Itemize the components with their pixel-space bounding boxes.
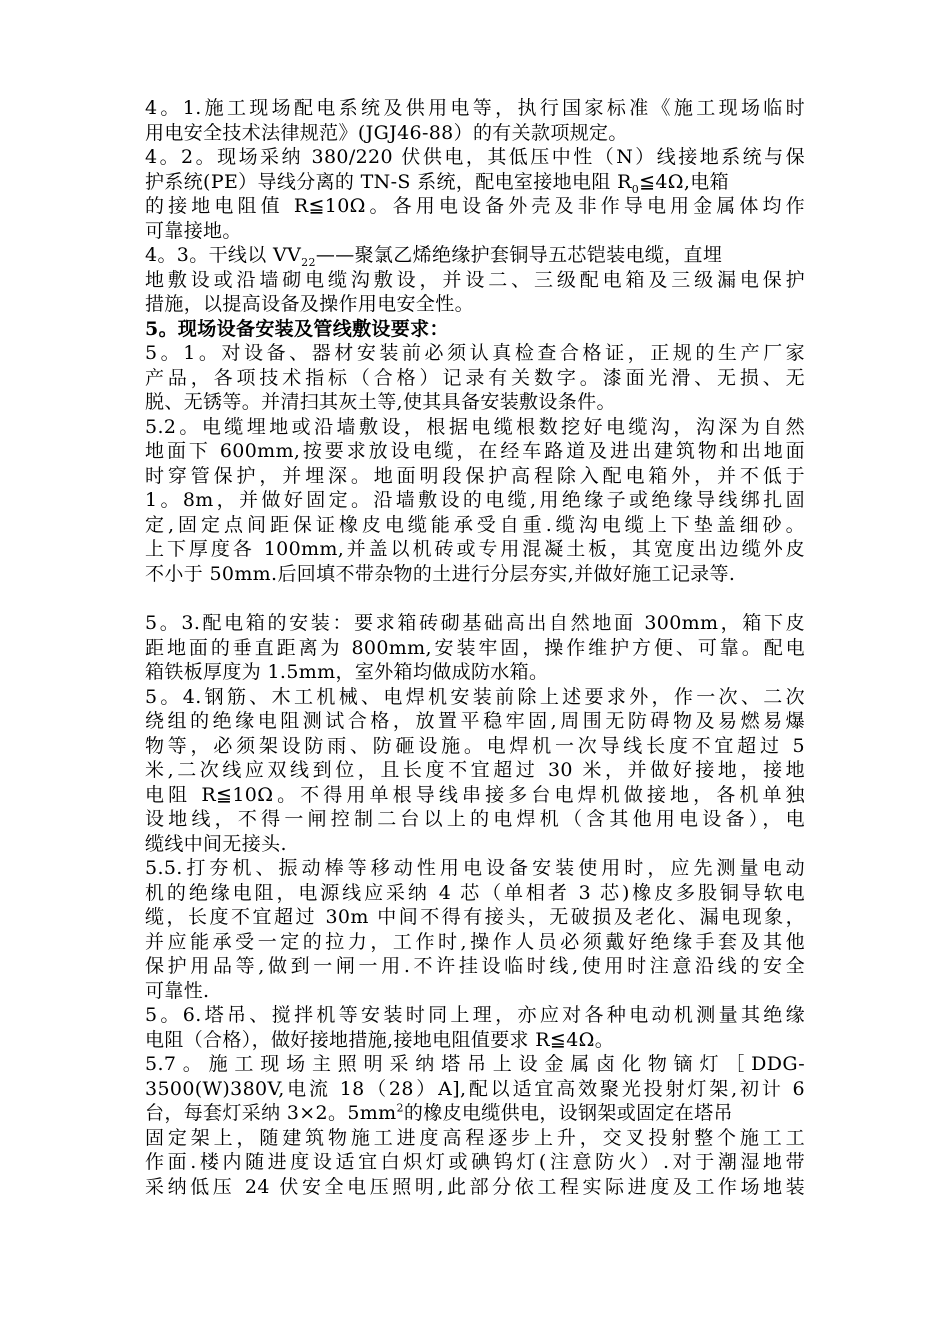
paragraph-4-3 [145, 243, 805, 317]
paragraph-5-7 [145, 1052, 805, 1199]
text-fragment: ≦4Ω,电箱 [639, 170, 729, 193]
text-line: 固定架上，随建筑物施工进度高程逐步上升，交叉投射整个施工工 [145, 1126, 805, 1149]
text-line: 电阻（合格），做好接地措施,接地电阻值要求 R≦4Ω。 [145, 1028, 615, 1051]
paragraph-4-1 [145, 96, 805, 145]
text-line: 上下厚度各 100mm,并盖以机砖或专用混凝土板，其宽度出边缆外皮 [145, 538, 805, 560]
text-line: 缆线中间无接头. [145, 832, 287, 855]
text-line: 物等，必须架设防雨、防砸设施。电焊机一次导线长度不宜超过 5 [145, 734, 805, 757]
text-line: 脱、无锈等。并清扫其灰土等,使其具备安装敷设条件。 [145, 391, 616, 413]
text-line: 电阻 R≦10Ω。不得用单根导线串接多台电焊机做接地，各机单独 [145, 783, 805, 806]
text-line: 3500(W)380V,电流 18（28）A],配以适宜高效聚光投射灯架,初计 6 [145, 1077, 805, 1100]
text-line: 时穿管保护，并埋深。地面明段保护高程除入配电箱外，并不低于 [145, 464, 805, 487]
text-line: 米,二次线应双线到位，且长度不宜超过 30 米，并做好接地，接地 [145, 759, 805, 781]
subscript: 0 [631, 182, 640, 194]
text-line: 的接地电阻值 R≦10Ω。各用电设备外壳及非作导电用金属体均作 [145, 195, 805, 217]
superscript: 2 [396, 1101, 404, 1115]
text-line: 设地线，不得一闸控制二台以上的电焊机（含其他用电设备），电 [145, 808, 805, 830]
text-line: 措施，以提高设备及操作用电安全性。 [145, 293, 474, 315]
text-line: 采纳低压 24 伏安全电压照明,此部分依工程实际进度及工作场地装 [145, 1175, 805, 1198]
paragraph-gap [145, 586, 805, 611]
text-line: 1。8m，并做好固定。沿墙敷设的电缆,用绝缘子或绝缘导线绑扎固 [145, 489, 805, 511]
text-line: 并应能承受一定的拉力，工作时,操作人员必须戴好绝缘手套及其他 [145, 930, 805, 953]
text-line: 作面.楼内随进度设适宜白炽灯或碘钨灯(注意防火）.对于潮湿地带 [145, 1151, 805, 1173]
text-line: 可靠接地。 [145, 219, 242, 242]
paragraph-5-2 [145, 415, 805, 587]
text-line: 5.7。施工现场主照明采纳塔吊上设金属卤化物镝灯［DDG- [145, 1053, 805, 1075]
text-line: 机的绝缘电阻，电源线应采纳 4 芯（单相者 3 芯)橡皮多股铜导软电 [145, 881, 805, 904]
paragraph-5-4 [145, 685, 805, 857]
text-line: 4。2。现场采纳 380/220 伏供电，其低压中性（N）线接地系统与保 [145, 146, 805, 168]
subscript: 22 [301, 255, 316, 268]
text-fragment: 4。3。干线以 VV [145, 244, 302, 266]
text-fragment: ——聚氯乙烯绝缘护套铜导五芯铠装电缆，直埋 [315, 244, 723, 266]
section-heading: 5。现场设备安装及管线敷设要求： [145, 317, 449, 340]
text-fragment: 护系统(PE）导线分离的 TN-S 系统，配电室接地电阻 R [145, 170, 632, 193]
text-line: 缆，长度不宜超过 30m 中间不得有接头，无破损及老化、漏电现象， [145, 906, 805, 928]
text-line: 产品，各项技术指标（合格）记录有关数字。漆面光滑、无损、无 [145, 366, 805, 389]
document-page [145, 96, 805, 1199]
text-line [145, 243, 805, 268]
text-line: 不小于 50mm.后回填不带杂物的土进行分层夯实,并做好施工记录等. [145, 562, 736, 585]
text-line: 距地面的垂直距离为 800mm,安装牢固，操作维护方便、可靠。配电 [145, 636, 805, 659]
text-line: 5。3.配电箱的安装：要求箱砖砌基础高出自然地面 300mm，箱下皮 [145, 612, 805, 634]
text-line: 5。6.塔吊、搅拌机等安装时同上理，亦应对各种电动机测量其绝缘 [145, 1004, 805, 1026]
text-line: 绕组的绝缘电阻测试合格，放置平稳牢固,周围无防碍物及易燃易爆 [145, 710, 805, 732]
text-line: 可靠性. [145, 979, 210, 1002]
text-line [145, 1101, 805, 1126]
text-line: 定,固定点间距保证橡皮电缆能承受自重.缆沟电缆上下垫盖细砂。 [145, 513, 805, 536]
text-line: 4。1.施工现场配电系统及供用电等，执行国家标准《施工现场临时 [145, 97, 805, 119]
paragraph-4-2 [145, 145, 805, 243]
paragraph-5-1 [145, 341, 805, 415]
paragraph-5-3 [145, 611, 805, 685]
paragraph-5-5 [145, 856, 805, 1003]
text-line [145, 170, 805, 195]
text-line: 5.2。电缆埋地或沿墙敷设，根据电缆根数挖好电缆沟，沟深为自然 [145, 415, 805, 438]
text-line: 5.5.打夯机、振动棒等移动性用电设备安装使用时，应先测量电动 [145, 857, 805, 879]
text-fragment: 的橡皮电缆供电，设钢架或固定在塔吊 [403, 1102, 733, 1124]
text-line: 保护用品等,做到一闸一用.不许挂设临时线,使用时注意沿线的安全 [145, 955, 805, 977]
text-line: 5。4.钢筋、木工机械、电焊机安装前除上述要求外，作一次、二次 [145, 685, 805, 708]
text-line: 地面下 600mm,按要求放设电缆，在经车路道及进出建筑物和出地面 [145, 440, 805, 462]
text-line: 5。1。对设备、器材安装前必须认真检查合格证，正规的生产厂家 [145, 342, 805, 364]
text-line: 地敷设或沿墙砌电缆沟敷设，并设二、三级配电箱及三级漏电保护 [145, 268, 805, 291]
paragraph-5-6 [145, 1003, 805, 1052]
text-line: 用电安全技术法律规范》(JGJ46-88）的有关款项规定。 [145, 121, 628, 144]
text-fragment: 台，每套灯采纳 3×2。5mm [145, 1102, 397, 1124]
text-line: 箱铁板厚度为 1.5mm，室外箱均做成防水箱。 [145, 661, 549, 683]
